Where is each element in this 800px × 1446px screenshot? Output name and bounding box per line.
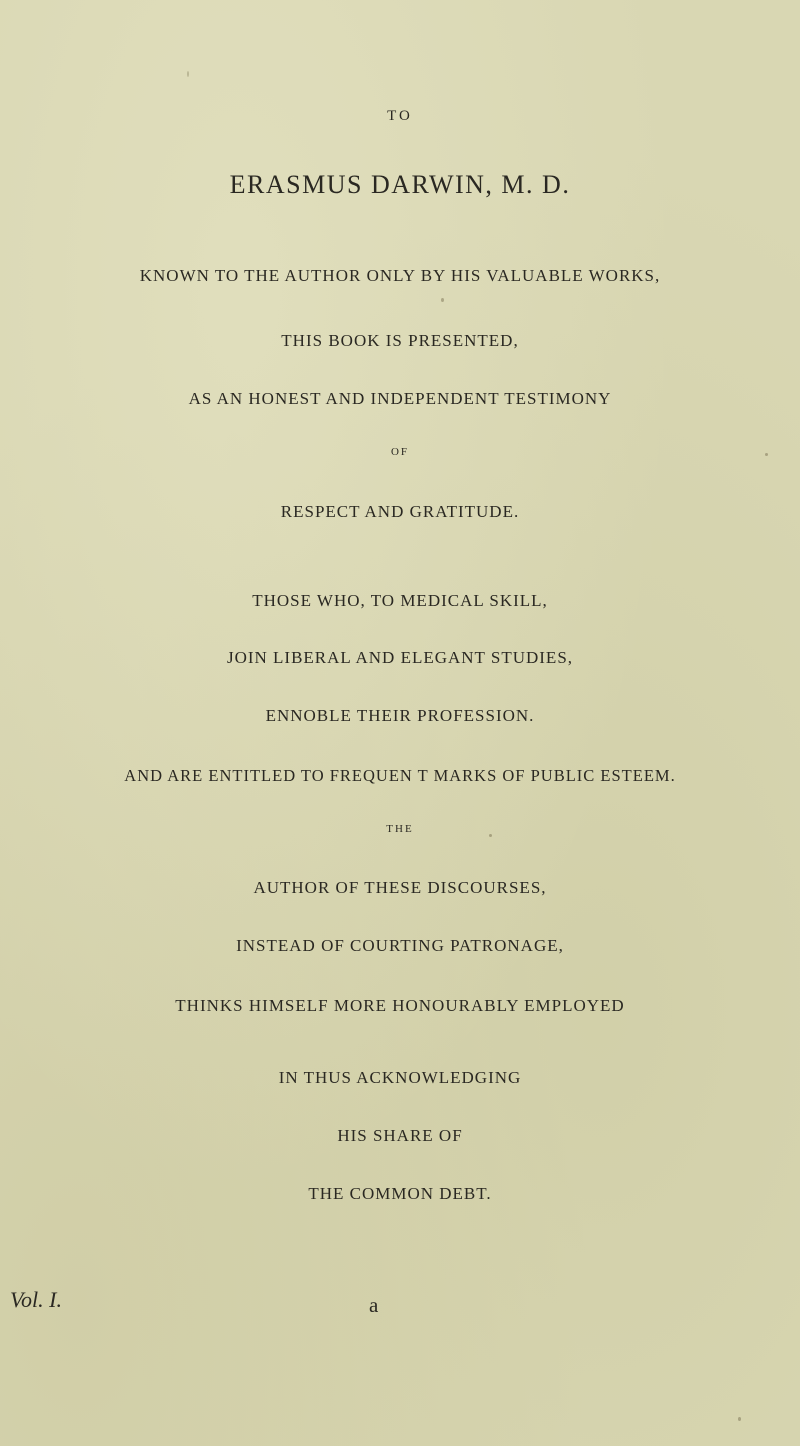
dedication-line: INSTEAD OF COURTING PATRONAGE, [236,936,564,955]
dedication-line: ENNOBLE THEIR PROFESSION. [265,706,535,725]
dedication-line: KNOWN TO THE AUTHOR ONLY BY HIS VALUABLE WORKS, [139,266,661,285]
dedication-line: THOSE WHO, TO MEDICAL SKILL, [252,591,548,610]
paper-speck [441,298,444,302]
dedication-line: AUTHOR OF THESE DISCOURSES, [253,878,547,897]
dedication-line: RESPECT AND GRATITUDE. [280,502,520,521]
paper-speck [765,453,768,456]
dedication-line: OF [390,446,410,458]
dedication-line: THINKS HIMSELF MORE HONOURABLY EMPLOYED [175,996,625,1015]
paper-speck [187,71,189,77]
dedication-to: TO [387,108,413,124]
dedication-line: IN THUS ACKNOWLEDGING [278,1068,522,1087]
volume-label: Vol. I. [10,1287,62,1312]
dedication-line: AND ARE ENTITLED TO FREQUEN T MARKS OF PUBLIC ESTEEM. [124,766,676,785]
paper-speck [738,1417,741,1421]
dedication-name: ERASMUS DARWIN, M. D. [229,170,571,199]
dedication-line: THIS BOOK IS PRESENTED, [281,331,519,350]
paper-speck [489,834,492,837]
dedication-line: AS AN HONEST AND INDEPENDENT TESTIMONY [188,389,612,408]
dedication-line: THE [386,823,414,835]
dedication-line: THE COMMON DEBT. [308,1184,492,1203]
dedication-line: HIS SHARE OF [337,1126,463,1145]
signature-mark: a [369,1293,379,1317]
dedication-line: JOIN LIBERAL AND ELEGANT STUDIES, [226,648,574,667]
